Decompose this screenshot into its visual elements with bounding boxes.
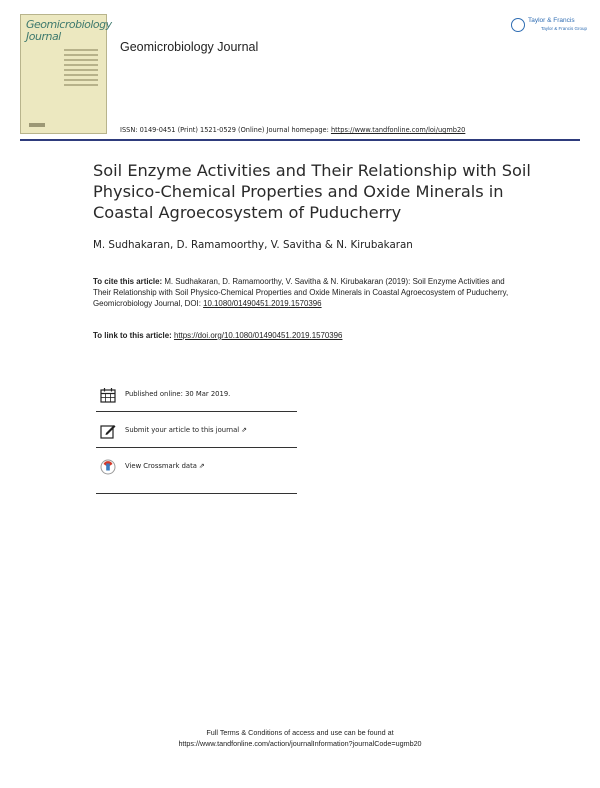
external-link-icon: ⇗	[198, 462, 205, 470]
calendar-icon	[100, 387, 116, 403]
header-divider	[20, 139, 580, 141]
article-authors: M. Sudhakaran, D. Ramamoorthy, V. Savitha & N. Kirubakaran	[93, 239, 413, 251]
external-link-icon: ⇗	[241, 426, 248, 434]
footer-terms-text: Full Terms & Conditions of access and use can be found at	[206, 728, 394, 737]
crossmark-label: View Crossmark data	[125, 462, 197, 470]
journal-cover	[20, 14, 112, 134]
crossmark-row[interactable]	[96, 448, 297, 494]
article-link-label: To link to this article:	[93, 331, 174, 340]
published-row	[96, 376, 297, 412]
submit-row[interactable]	[96, 412, 297, 448]
cover-title-line2: Journal	[26, 30, 61, 43]
publisher-name: Taylor & Francis	[528, 17, 575, 24]
submit-article-label: Submit your article to this journal	[125, 426, 240, 434]
citation-label: To cite this article:	[93, 277, 163, 286]
article-title: Soil Enzyme Activities and Their Relationship with Soil Physico-Chemical Properties and Oxide Minerals in Coastal Agroecosystem of Puducherry	[93, 161, 531, 222]
edit-icon	[100, 423, 116, 439]
article-link-line	[93, 331, 342, 340]
citation-doi-link[interactable]: 10.1080/01490451.2019.1570396	[203, 299, 322, 308]
cover-title	[26, 18, 112, 43]
cover-publisher-mark	[29, 123, 45, 127]
article-doi-link[interactable]: https://doi.org/10.1080/01490451.2019.1570396	[173, 331, 343, 340]
cover-text-lines	[64, 49, 98, 89]
crossmark-link[interactable]	[125, 462, 205, 470]
cover-title-line1: Geomicrobiology	[26, 18, 112, 31]
issn-line	[120, 126, 465, 134]
published-date: Published online: 30 Mar 2019.	[125, 390, 231, 398]
submit-article-link[interactable]	[125, 426, 247, 434]
publisher-sub: Taylor & Francis Group	[541, 26, 588, 31]
footer	[0, 727, 600, 749]
crossmark-icon	[100, 459, 116, 475]
citation-block	[93, 276, 513, 309]
publisher-logo[interactable]	[511, 17, 588, 35]
journal-name: Geomicrobiology Journal	[120, 40, 259, 54]
issn-text: ISSN: 0149-0451 (Print) 1521-0529 (Online) Journal homepage:	[120, 126, 331, 134]
journal-homepage-link[interactable]: https://www.tandfonline.com/loi/ugmb20	[330, 126, 466, 134]
citation-text: M. Sudhakaran, D. Ramamoorthy, V. Savitha & N. Kirubakaran (2019): Soil Enzyme Activities and Their Relationship with Soil Physico-Chemical Properties and Oxide Minerals in Coastal Agroecosystem of Puducherry, Geomicrobiology Journal, DOI:	[93, 277, 509, 308]
footer-terms-link[interactable]: https://www.tandfonline.com/action/journalInformation?journalCode=ugmb20	[178, 739, 422, 748]
publisher-logo-icon	[511, 18, 525, 32]
